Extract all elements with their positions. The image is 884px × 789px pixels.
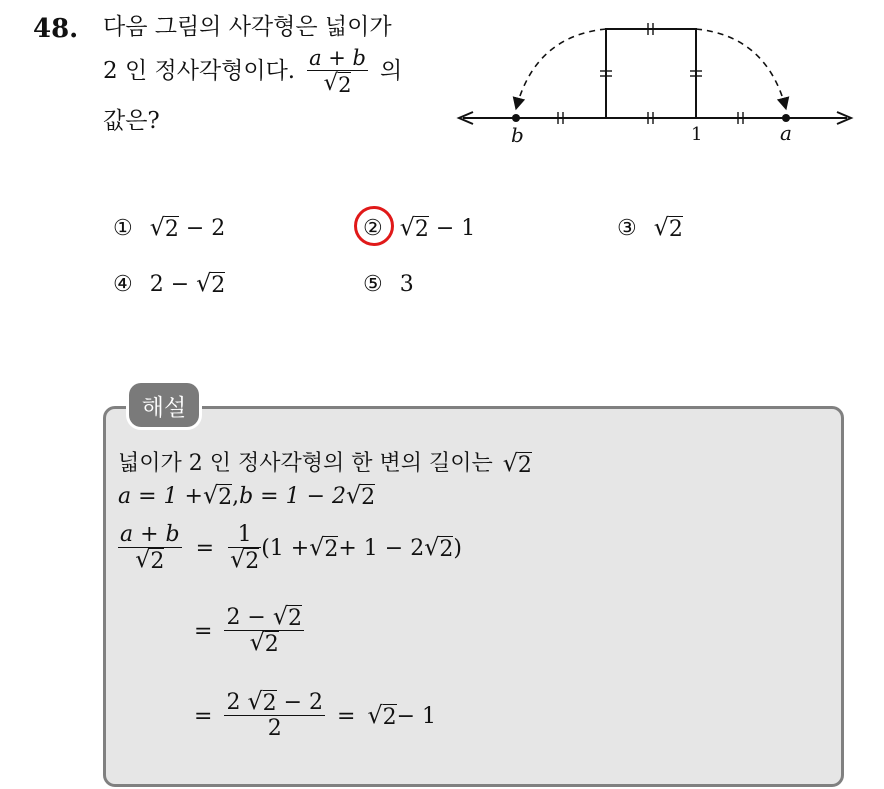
choice-marker: ⑤	[363, 272, 383, 297]
eq1-coefficient-fraction: 1 √ 2	[230, 522, 260, 575]
solution-line-2: a = 1 + √ 2 , b = 1 − 2 √ 2	[118, 481, 376, 510]
choice-5[interactable]: ⑤ 3	[363, 272, 414, 297]
choice-marker: ③	[617, 216, 637, 241]
label-one: 1	[691, 124, 703, 145]
square-shape	[606, 29, 696, 118]
question-line-3: 값은?	[103, 108, 160, 134]
solution-tag: 해설	[129, 383, 199, 427]
choice-marker: ②	[363, 216, 383, 241]
choice-marker: ①	[113, 216, 133, 241]
eq1-left-fraction: a + b √ 2	[120, 522, 180, 575]
question-line-1: 다음 그림의 사각형은 넓이가	[103, 14, 392, 40]
question-line-2	[103, 46, 402, 96]
left-dashed-arc	[516, 29, 606, 109]
question-number: 48.	[33, 14, 79, 44]
label-b: b	[511, 123, 524, 147]
question-line-2-text: 2 인 정사각형이다.	[103, 57, 296, 84]
point-b	[512, 114, 520, 122]
solution-line-1: 넓이가 2 인 정사각형의 한 변의 길이는 √ 2	[118, 448, 532, 478]
question-fraction	[307, 46, 368, 96]
choice-1[interactable]: ① √ 2 − 2	[113, 213, 226, 242]
question-line-2-suffix: 의	[380, 57, 403, 84]
fraction-numerator: a + b	[309, 46, 367, 70]
choice-marker: ④	[113, 272, 133, 297]
solution-equation-1: a + b √ 2 = 1 √ 2 (1 + √ 2 + 1 − 2 √ 2 )	[120, 522, 462, 575]
answer-circle-mark	[354, 206, 394, 246]
choice-2[interactable]: ② √ 2 − 1	[363, 213, 476, 242]
eq3-fraction: 2 √ 2 − 2 2	[226, 687, 323, 742]
equal-length-ticks	[558, 23, 743, 124]
fraction-denominator: √ 2	[323, 70, 352, 98]
choice-3[interactable]: ③ √ 2	[617, 213, 683, 242]
number-line-figure	[455, 16, 855, 151]
right-dashed-arc	[696, 29, 786, 109]
solution-equation-2: = 2 − √ 2 √ 2	[194, 602, 302, 658]
eq2-fraction: 2 − √ 2 √ 2	[226, 602, 302, 658]
choice-4[interactable]: ④ 2 − √ 2	[113, 269, 226, 298]
solution-equation-3: = 2 √ 2 − 2 2 = √ 2 − 1	[194, 687, 437, 742]
label-a: a	[780, 121, 792, 145]
